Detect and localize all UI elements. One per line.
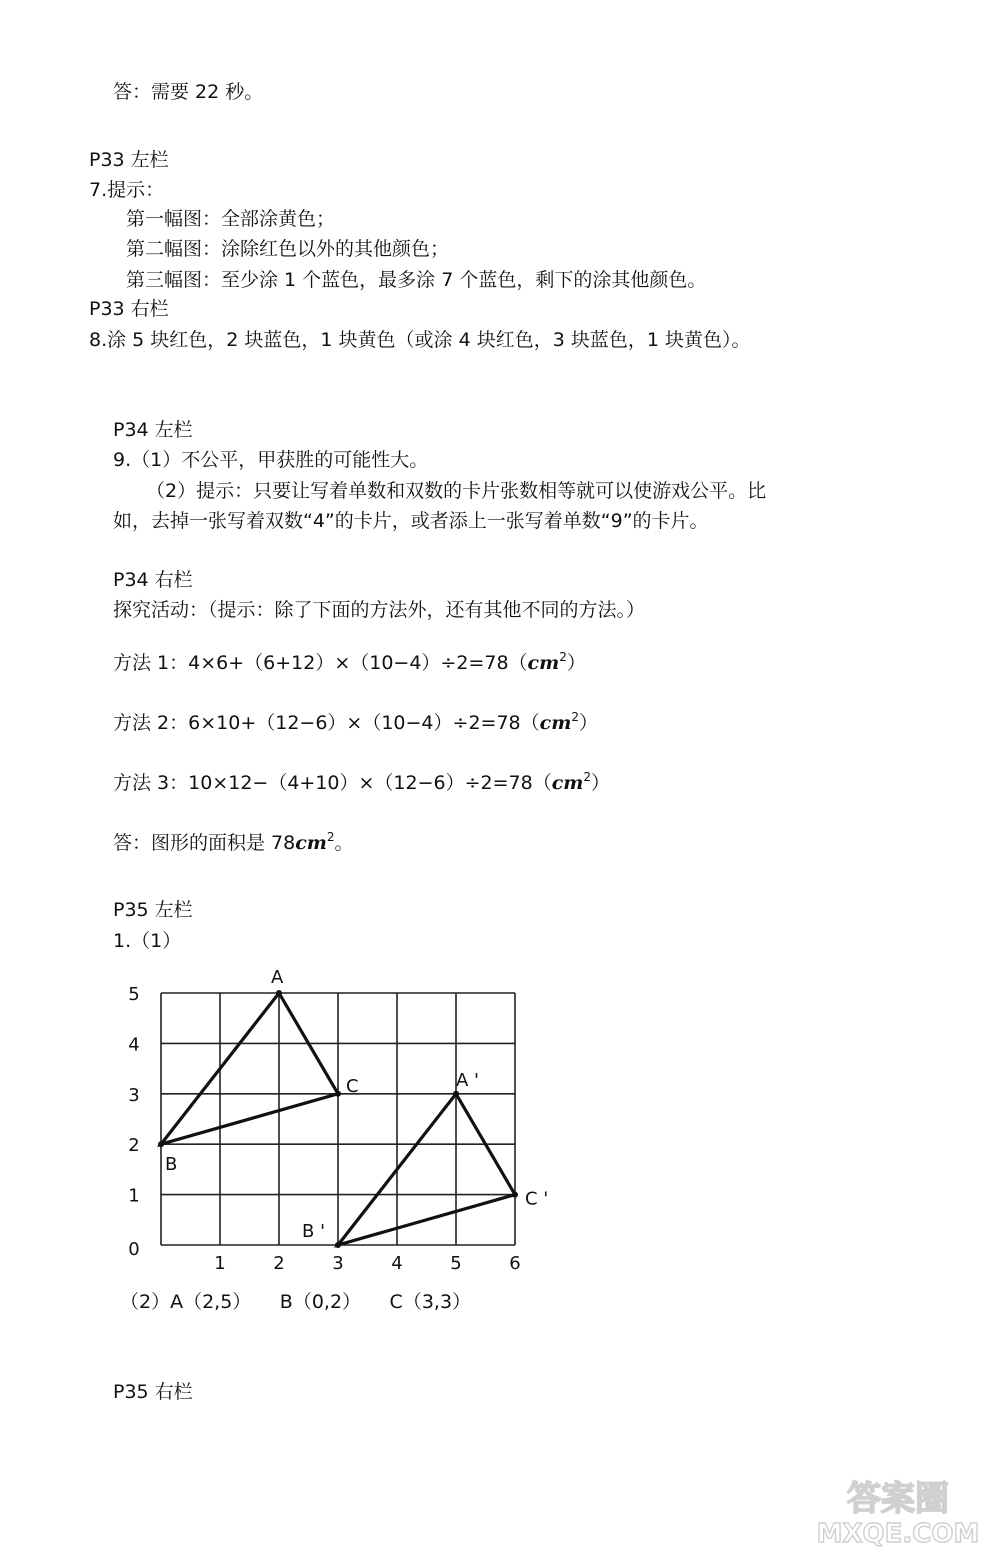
q9-part2: （2）提示：只要让写着单数和双数的卡片张数相等就可以使游戏公平。比 bbox=[146, 480, 767, 502]
q7-fig2: 第二幅图：涂除红色以外的其他颜色； bbox=[126, 238, 450, 260]
method-1-sup: 2 bbox=[559, 650, 567, 664]
vertex-point bbox=[158, 1141, 164, 1147]
q9-part1: 9.（1）不公平，甲获胜的可能性大。 bbox=[113, 449, 429, 471]
vertex-point bbox=[512, 1192, 518, 1198]
q7-fig1: 第一幅图：全部涂黄色； bbox=[126, 208, 336, 230]
q7-hint: 7.提示： bbox=[89, 179, 165, 201]
vertex-point bbox=[453, 1091, 459, 1097]
method-3-sup: 2 bbox=[583, 770, 592, 784]
x-tick-label: 1 bbox=[214, 1253, 226, 1274]
y-tick-label: 2 bbox=[128, 1135, 140, 1157]
answer-time: 答：需要 22 秒。 bbox=[113, 81, 264, 103]
y-tick-label: 5 bbox=[128, 984, 140, 1005]
area-answer-sup: 2 bbox=[326, 830, 335, 844]
method-2-sup: 2 bbox=[571, 710, 579, 724]
q1-part1: 1.（1） bbox=[113, 930, 182, 952]
vertex-label: B bbox=[165, 1154, 178, 1176]
vertex-label: A ' bbox=[456, 1069, 479, 1091]
y-tick-label: 0 bbox=[128, 1239, 140, 1260]
section-p34-left: P34 左栏 bbox=[113, 419, 193, 441]
vertex-point bbox=[335, 1242, 341, 1248]
method-1-close: ） bbox=[566, 652, 586, 674]
vertex-label: C bbox=[346, 1075, 359, 1097]
q1-part2-coordinates: （2）A（2,5） B（0,2） C（3,3） bbox=[120, 1291, 472, 1313]
y-tick-label: 1 bbox=[128, 1185, 140, 1207]
svg-text:答案圈: 答案圈 bbox=[847, 1479, 949, 1519]
method-3-text: 方法 3：10×12−（4+10）×（12−6）÷2=78（ bbox=[113, 772, 552, 794]
triangle-1 bbox=[161, 993, 338, 1144]
y-tick-label: 4 bbox=[128, 1034, 140, 1056]
x-tick-label: 2 bbox=[273, 1253, 285, 1274]
vertex-label: A bbox=[271, 967, 284, 988]
section-p35-left: P35 左栏 bbox=[113, 899, 193, 921]
q9-part2-cont: 如，去掉一张写着双数“4”的卡片，或者添上一张写着单数“9”的卡片。 bbox=[113, 510, 709, 532]
method-1-text: 方法 1：4×6+（6+12）×（10−4）÷2=78（ bbox=[113, 652, 528, 674]
x-tick-label: 6 bbox=[509, 1253, 521, 1274]
y-tick-label: 3 bbox=[128, 1084, 140, 1106]
vertex-point bbox=[276, 990, 282, 996]
vertex-point bbox=[335, 1091, 341, 1097]
method-1-unit: cm bbox=[527, 652, 560, 674]
section-p33-right: P33 右栏 bbox=[89, 298, 169, 320]
svg-text:MXQE.COM: MXQE.COM bbox=[816, 1519, 980, 1548]
method-2-text: 方法 2：6×10+（12−6）×（10−4）÷2=78（ bbox=[113, 712, 540, 734]
x-tick-label: 3 bbox=[332, 1253, 344, 1274]
method-2-unit: cm bbox=[539, 712, 572, 734]
vertex-label: C ' bbox=[525, 1188, 549, 1210]
method-2-close: ） bbox=[578, 712, 598, 734]
area-answer-unit: cm bbox=[295, 832, 327, 854]
watermark-logo bbox=[808, 1478, 988, 1548]
q8-answer: 8.涂 5 块红色，2 块蓝色，1 块黄色（或涂 4 块红色，3 块蓝色，1 块黄色）。 bbox=[89, 329, 751, 351]
triangle-2 bbox=[338, 1094, 515, 1245]
area-answer-end: 。 bbox=[334, 832, 354, 854]
q7-fig3: 第三幅图：至少涂 1 个蓝色，最多涂 7 个蓝色，剩下的涂其他颜色。 bbox=[126, 269, 707, 291]
section-p34-right: P34 右栏 bbox=[113, 569, 193, 591]
method-3-close: ） bbox=[591, 772, 611, 794]
explore-activity: 探究活动：（提示：除了下面的方法外，还有其他不同的方法。） bbox=[113, 599, 646, 621]
method-3-unit: cm bbox=[551, 772, 584, 794]
vertex-label: B ' bbox=[302, 1221, 326, 1242]
x-tick-label: 5 bbox=[450, 1253, 462, 1274]
section-p35-right: P35 右栏 bbox=[113, 1381, 193, 1403]
section-p33-left: P33 左栏 bbox=[89, 149, 169, 171]
x-tick-label: 4 bbox=[391, 1253, 403, 1274]
area-answer-text: 答：图形的面积是 78 bbox=[113, 832, 296, 854]
